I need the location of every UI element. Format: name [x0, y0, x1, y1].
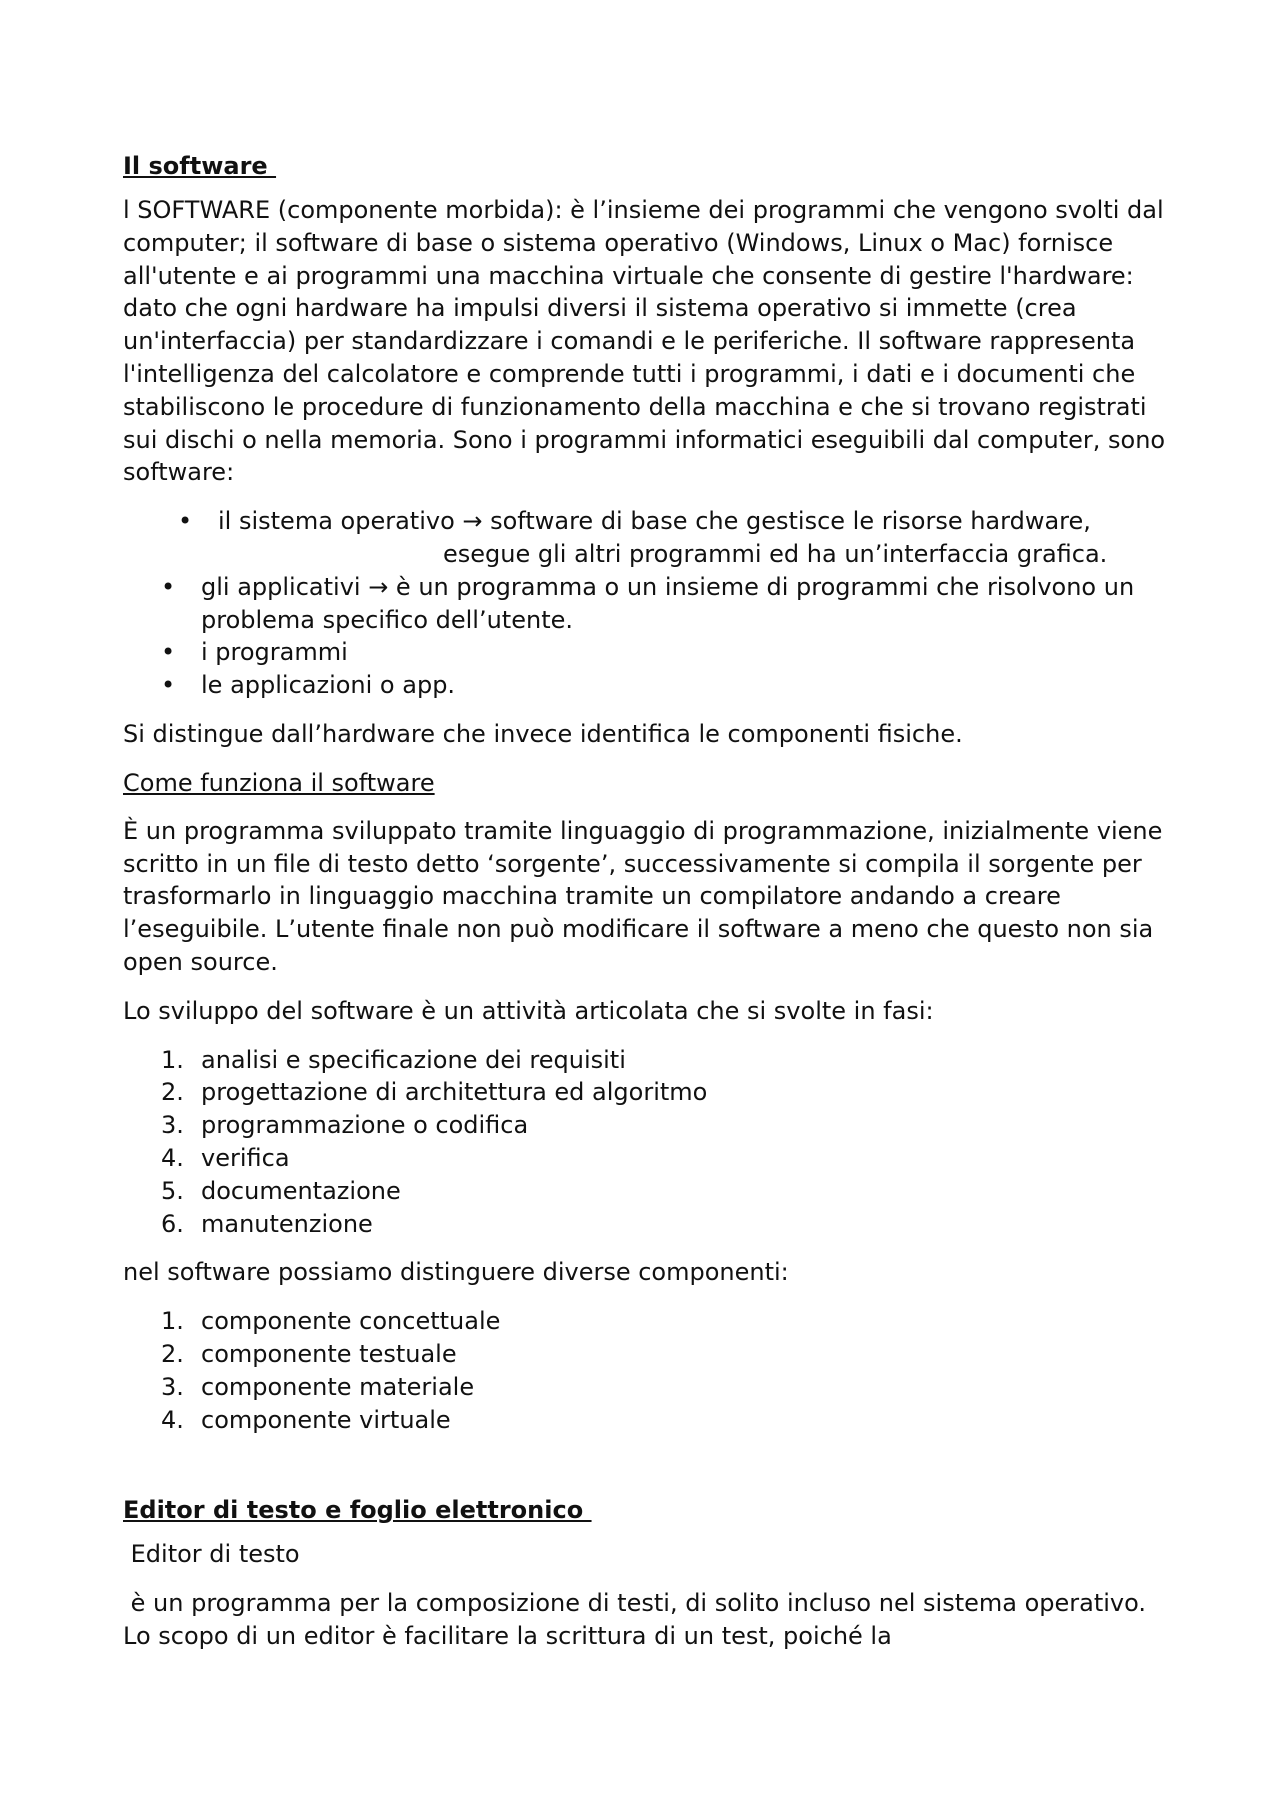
software-components-list — [123, 1305, 1173, 1436]
bullet-icon: • — [178, 507, 193, 536]
list-item-text: verifica — [201, 1143, 290, 1172]
section-spacer — [123, 1452, 1173, 1494]
list-item — [123, 1142, 1173, 1175]
list-number: 3. — [161, 1372, 184, 1401]
software-intro-paragraph: l SOFTWARE (componente morbida): è l’insieme dei programmi che vengono svolti dal computer; il software di base o sistema operativo (Windows, Linux o Mac) fornisce all'utente e ai programmi una macchina virtuale che consente di gestire l'hardware: dato che ogni hardware ha impulsi diversi il sistema operativo si immette (crea un'interfaccia) per standardizzare i comandi e le periferiche. Il software rappresenta l'intelligenza del calcolatore e comprende tutti i programmi, i dati e i documenti che stabiliscono le procedure di funzionamento della macchina e che si trovano registrati sui dischi o nella memoria. Sono i programmi informatici eseguibili dal computer, sono software: — [123, 196, 1166, 487]
hardware-distinction-paragraph: Si distingue dall’hardware che invece identifica le componenti fisiche. — [123, 719, 963, 748]
phases-intro-paragraph: Lo sviluppo del software è un attività articolata che si svolte in fasi: — [123, 996, 934, 1025]
software-types-list — [123, 505, 1173, 702]
list-item-text: analisi e specificazione dei requisiti — [201, 1045, 626, 1074]
list-item — [123, 1109, 1173, 1142]
subheading-how-it-works: Come funziona il software — [123, 768, 435, 797]
editor-description-paragraph: è un programma per la composizione di testi, di solito incluso nel sistema operativo. Lo scopo di un editor è facilitare la scrittura di un test, poiché la — [123, 1589, 1154, 1650]
development-phases-list — [123, 1044, 1173, 1241]
bullet-icon: • — [161, 671, 176, 700]
components-intro-paragraph: nel software possiamo distinguere diverse componenti: — [123, 1258, 789, 1287]
list-item-text: programmazione o codifica — [201, 1111, 529, 1140]
list-number: 1. — [161, 1307, 184, 1336]
list-item — [123, 1208, 1173, 1241]
list-item-text: componente virtuale — [201, 1405, 451, 1434]
list-item-text: il sistema operativo → software di base che gestisce le risorse hardware, — [218, 507, 1091, 536]
list-item — [123, 636, 1173, 669]
list-number: 5. — [161, 1176, 184, 1205]
list-item-text: documentazione — [201, 1176, 401, 1205]
how-it-works-paragraph: È un programma sviluppato tramite linguaggio di programmazione, inizialmente viene scritto in un file di testo detto ‘sorgente’, successivamente si compila il sorgente per trasformarlo in linguaggio macchina tramite un compilatore andando a creare l’eseguibile. L’utente finale non può modificare il software a meno che questo non sia open source. — [123, 816, 1163, 976]
list-item — [123, 1371, 1173, 1404]
list-item-text: gli applicativi → è un programma o un insieme di programmi che risolvono un problema specifico dell’utente. — [201, 572, 1135, 634]
list-item-text: manutenzione — [201, 1209, 373, 1238]
list-item — [123, 1044, 1173, 1077]
list-item — [123, 1076, 1173, 1109]
editor-subtitle: Editor di testo — [123, 1540, 300, 1569]
list-item-text: componente concettuale — [201, 1307, 501, 1336]
list-item-text: le applicazioni o app. — [201, 671, 456, 700]
list-number: 2. — [161, 1078, 184, 1107]
list-item-text: componente testuale — [201, 1339, 457, 1368]
list-item-text: i programmi — [201, 638, 348, 667]
list-item — [123, 1338, 1173, 1371]
list-number: 1. — [161, 1045, 184, 1074]
section-title-editor: Editor di testo e foglio elettronico — [123, 1496, 592, 1525]
list-number: 4. — [161, 1405, 184, 1434]
section-title-software: Il software — [123, 152, 277, 180]
list-number: 3. — [161, 1111, 184, 1140]
list-item-text-continued: esegue gli altri programmi ed ha un’interfaccia grafica. — [443, 539, 1108, 568]
list-item — [123, 1175, 1173, 1208]
list-item — [123, 1305, 1173, 1338]
list-item-text: progettazione di architettura ed algoritmo — [201, 1078, 708, 1107]
list-item — [123, 1404, 1173, 1437]
list-item — [123, 571, 1173, 637]
bullet-icon: • — [161, 638, 176, 667]
document-content — [123, 150, 1173, 1669]
bullet-icon: • — [161, 572, 176, 601]
list-item — [123, 505, 1173, 571]
list-item-text: componente materiale — [201, 1372, 475, 1401]
list-number: 2. — [161, 1339, 184, 1368]
list-number: 4. — [161, 1143, 184, 1172]
list-item — [123, 669, 1173, 702]
list-number: 6. — [161, 1209, 184, 1238]
